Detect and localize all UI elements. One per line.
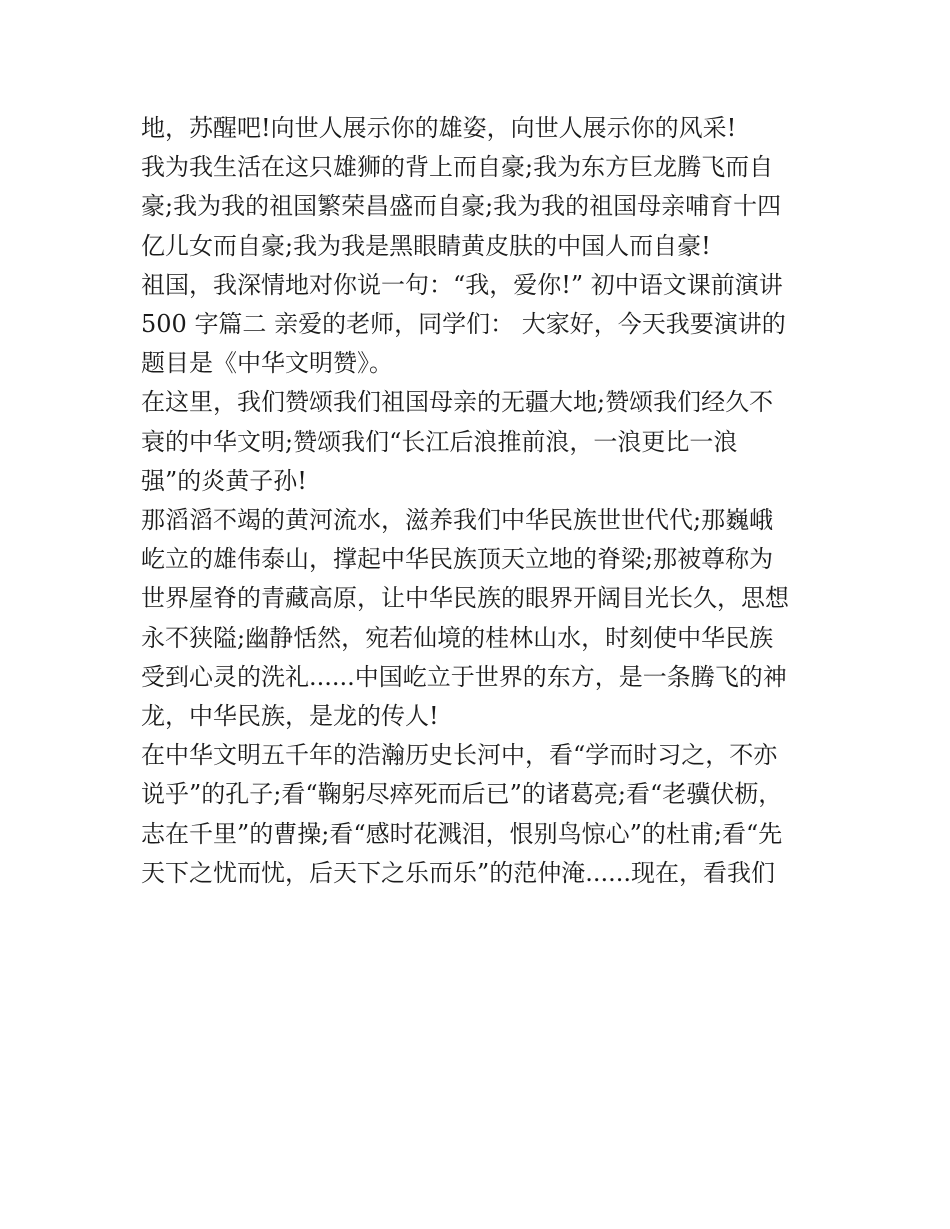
text-line: 地，苏醒吧!向世人展示你的雄姿，向世人展示你的风采! (141, 114, 737, 142)
text-line: 在中华文明五千年的浩瀚历史长河中，看“学而时习之，不亦 (141, 741, 778, 770)
text-line: 世界屋脊的青藏高原，让中华民族的眼界开阔目光长久，思想 (141, 584, 789, 613)
text-line: 题目是《中华文明赞》。 (141, 349, 393, 378)
text-line: 说乎”的孔子;看“鞠躬尽瘁死而后已”的诸葛亮;看“老骥伏枥， (141, 780, 783, 809)
text-line: 我为我生活在这只雄狮的背上而自豪;我为东方巨龙腾飞而自 (141, 153, 774, 182)
text-line: 衰的中华文明;赞颂我们“长江后浪推前浪，一浪更比一浪 (141, 427, 738, 456)
text-line: 豪;我为我的祖国繁荣昌盛而自豪;我为我的祖国母亲哺育十四 (141, 192, 782, 221)
text-line: 500 字篇二 亲爱的老师，同学们： 大家好，今天我要演讲的 (141, 310, 786, 339)
text-line: 祖国，我深情地对你说一句：“我，爱你!” 初中语文课前演讲 (141, 270, 783, 299)
text-line: 志在千里”的曹操;看“感时花溅泪，恨别鸟惊心”的杜甫;看“先 (141, 819, 783, 848)
text-line: 受到心灵的洗礼......中国屹立于世界的东方，是一条腾飞的神 (141, 662, 787, 691)
text-line: 亿儿女而自豪;我为我是黑眼睛黄皮肤的中国人而自豪! (141, 231, 711, 260)
text-line: 屹立的雄伟泰山，撑起中华民族顶天立地的脊梁;那被尊称为 (141, 545, 774, 574)
text-line: 在这里，我们赞颂我们祖国母亲的无疆大地;赞颂我们经久不 (141, 388, 774, 417)
text-line: 那滔滔不竭的黄河流水，滋养我们中华民族世世代代;那巍峨 (141, 506, 774, 535)
text-line: 龙，中华民族，是龙的传人! (141, 702, 439, 731)
text-line: 永不狭隘;幽静恬然，宛若仙境的桂林山水，时刻使中华民族 (141, 623, 774, 652)
body-text (141, 109, 821, 893)
text-line: 强”的炎黄子孙! (141, 466, 307, 495)
text-line: 天下之忧而忧，后天下之乐而乐”的范仲淹......现在，看我们 (141, 858, 776, 887)
